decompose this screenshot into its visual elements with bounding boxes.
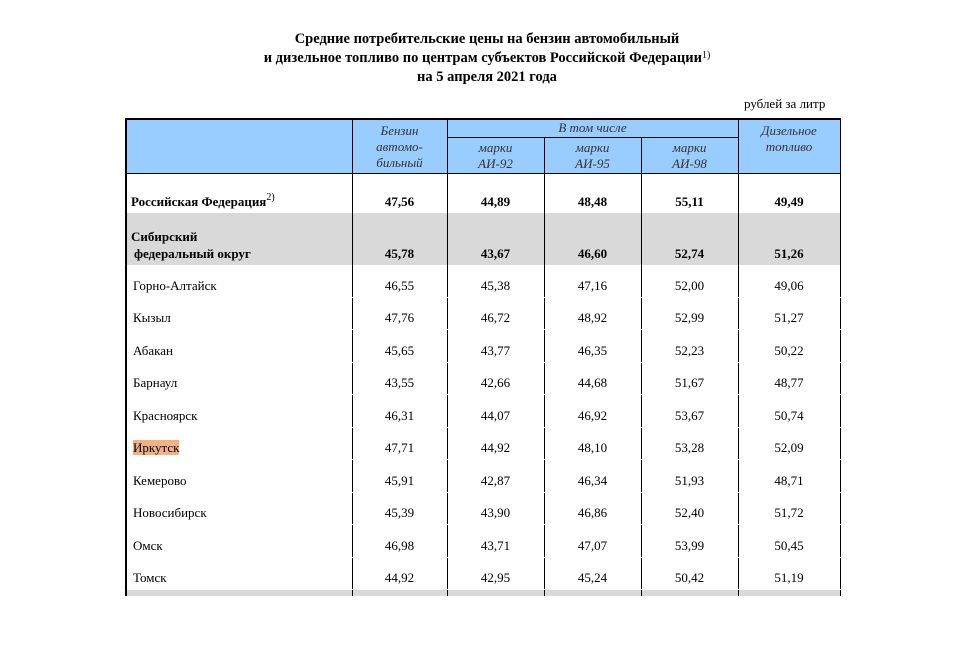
- ai98-value: 51,67: [641, 362, 738, 395]
- header-including: В том числе: [447, 119, 738, 138]
- header-ai92: марки АИ-92: [447, 138, 544, 174]
- header-region: [126, 119, 352, 174]
- gasoline-value: 46,98: [352, 525, 447, 558]
- table-row: [126, 362, 840, 395]
- region-name: Российская Федерация$^{2)}$: [126, 174, 352, 214]
- gasoline-value: 47,56: [352, 174, 447, 214]
- units-label: рублей за литр: [744, 96, 826, 111]
- gasoline-value: 45,39: [352, 492, 447, 525]
- table-row: [126, 297, 840, 330]
- city-name: Новосибирск: [126, 492, 352, 525]
- gasoline-value: 45,91: [352, 460, 447, 493]
- gasoline-value: 46,31: [352, 395, 447, 428]
- table-row: [126, 492, 840, 525]
- ai92-value: 43,67: [447, 213, 544, 265]
- city-name: Красноярск: [126, 395, 352, 428]
- gasoline-value: 46,55: [352, 265, 447, 297]
- table-row: [126, 395, 840, 428]
- ai92-value: 44,07: [447, 395, 544, 428]
- ai95-value: 46,34: [544, 460, 641, 493]
- diesel-value: 51,72: [738, 492, 840, 525]
- diesel-value: 50,74: [738, 395, 840, 428]
- ai92-value: 43,90: [447, 492, 544, 525]
- ai92-value: 46,72: [447, 297, 544, 330]
- page-title: [0, 30, 974, 87]
- ai95-value: 45,24: [544, 557, 641, 590]
- ai98-value: 52,00: [641, 265, 738, 297]
- gasoline-value: 45,78: [352, 213, 447, 265]
- table-row: [126, 427, 840, 460]
- gasoline-value: 47,71: [352, 427, 447, 460]
- ai95-value: 46,86: [544, 492, 641, 525]
- ai98-value: 52,74: [641, 213, 738, 265]
- table-row: [126, 525, 840, 558]
- table-row: [126, 265, 840, 297]
- table-tail-row: [126, 590, 840, 597]
- diesel-value: 51,27: [738, 297, 840, 330]
- diesel-value: 48,77: [738, 362, 840, 395]
- gasoline-value: 44,92: [352, 557, 447, 590]
- ai98-value: 53,28: [641, 427, 738, 460]
- price-table: [125, 118, 841, 596]
- ai98-value: 52,23: [641, 330, 738, 363]
- city-rows: [126, 265, 840, 590]
- ai98-value: 52,40: [641, 492, 738, 525]
- header-diesel: Дизельное топливо: [738, 119, 840, 174]
- title-line-1: Средние потребительские цены на бензин автомобильный: [294, 31, 680, 47]
- ai98-value: 51,93: [641, 460, 738, 493]
- ai92-value: 43,77: [447, 330, 544, 363]
- ai92-value: 45,38: [447, 265, 544, 297]
- table-row: [126, 557, 840, 590]
- ai92-value: 43,71: [447, 525, 544, 558]
- gasoline-value: 45,65: [352, 330, 447, 363]
- diesel-value: 52,09: [738, 427, 840, 460]
- city-name: [126, 427, 352, 460]
- header-ai98: марки АИ-98: [641, 138, 738, 174]
- header-gasoline: Бензин автомо- бильный: [352, 119, 447, 174]
- diesel-value: 48,71: [738, 460, 840, 493]
- district-row: [126, 213, 840, 265]
- title-line-2: и дизельное топливо по центрам субъектов Российской Федерации$^{1)}$: [263, 50, 711, 66]
- ai98-value: 55,11: [641, 174, 738, 214]
- ai98-value: 53,99: [641, 525, 738, 558]
- ai98-value: 50,42: [641, 557, 738, 590]
- city-name: Барнаул: [126, 362, 352, 395]
- table-row: [126, 460, 840, 493]
- ai95-value: 47,16: [544, 265, 641, 297]
- table-row: [126, 330, 840, 363]
- header-ai95: марки АИ-95: [544, 138, 641, 174]
- city-name: Томск: [126, 557, 352, 590]
- ai92-value: 44,89: [447, 174, 544, 214]
- region-name: Сибирский федеральный округ: [126, 213, 352, 265]
- ai95-value: 44,68: [544, 362, 641, 395]
- city-name: Кемерово: [126, 460, 352, 493]
- diesel-value: 49,49: [738, 174, 840, 214]
- gasoline-value: 47,76: [352, 297, 447, 330]
- city-name: Горно-Алтайск: [126, 265, 352, 297]
- ai95-value: 46,35: [544, 330, 641, 363]
- diesel-value: 51,26: [738, 213, 840, 265]
- ai95-value: 46,92: [544, 395, 641, 428]
- diesel-value: 49,06: [738, 265, 840, 297]
- ai95-value: 46,60: [544, 213, 641, 265]
- ai92-value: 44,92: [447, 427, 544, 460]
- gasoline-value: 43,55: [352, 362, 447, 395]
- diesel-value: 51,19: [738, 557, 840, 590]
- city-name: Абакан: [126, 330, 352, 363]
- ai95-value: 47,07: [544, 525, 641, 558]
- ai92-value: 42,87: [447, 460, 544, 493]
- city-name: Омск: [126, 525, 352, 558]
- highlighted-city: Иркутск: [133, 440, 180, 455]
- ai98-value: 53,67: [641, 395, 738, 428]
- ai92-value: 42,95: [447, 557, 544, 590]
- ai95-value: 48,92: [544, 297, 641, 330]
- city-name: Кызыл: [126, 297, 352, 330]
- header-row: [126, 119, 840, 138]
- title-footnote: 1): [701, 50, 711, 61]
- ai98-value: 52,99: [641, 297, 738, 330]
- ai92-value: 42,66: [447, 362, 544, 395]
- diesel-value: 50,45: [738, 525, 840, 558]
- federation-row: [126, 174, 840, 214]
- diesel-value: 50,22: [738, 330, 840, 363]
- ai95-value: 48,48: [544, 174, 641, 214]
- federation-footnote: 2): [266, 192, 275, 203]
- ai95-value: 48,10: [544, 427, 641, 460]
- title-line-3: на 5 апреля 2021 года: [417, 69, 557, 85]
